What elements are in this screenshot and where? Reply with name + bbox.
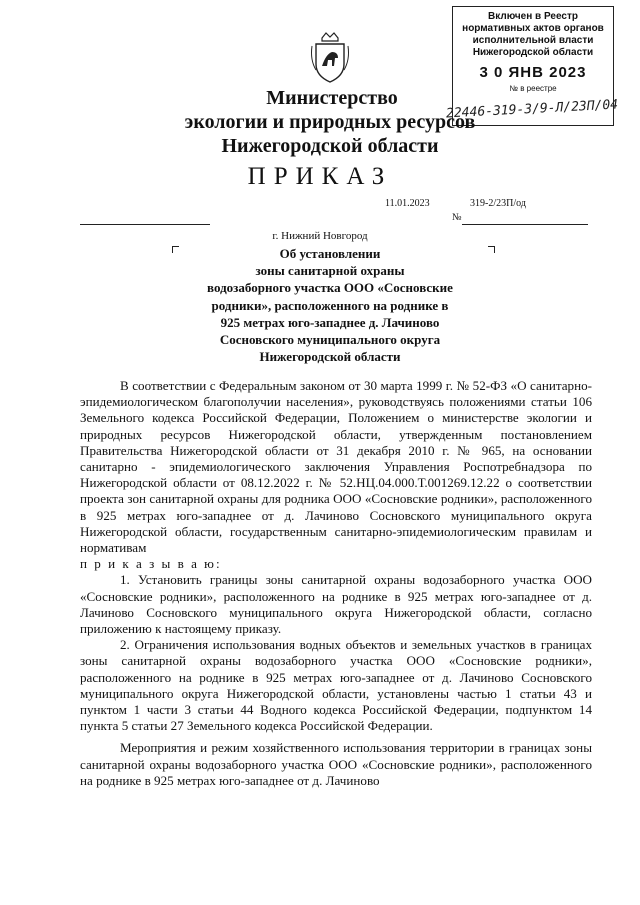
order-number: 319-2/23П/од — [470, 198, 526, 209]
title-line: родники», расположенного на роднике в — [211, 297, 449, 313]
city: г. Нижний Новгород — [272, 230, 368, 242]
stamp-date: 3 0 ЯНВ 2023 — [479, 64, 587, 81]
ministry-line: Министерство — [266, 87, 398, 109]
preamble-paragraph: В соответствии с Федеральным законом от 30 марта 1999 г. № 52-ФЗ «О санитарно-эпидемиологическом благополучии населения», руководствуясь положениями статьи 106 Земельного кодекса Российской Федерации, Положением о министерстве экологии и природных ресурсов Нижегородской области, утвержденным постановлением Правительства Нижегородской области от 31 декабря 2010 г. № 965, на основании санитарно - эпидемиологического заключения Управления Роспотребнадзора по Нижегородской области от 08.12.2022 г. № 52.НЦ.04.000.Т.001269.12.22 о соответствии проекта зон санитарной охраны для родника ООО «Сосновские родники», расположенного в 925 метрах юго-западнее от д. Лачиново Сосновского муниципального округа Нижегородской области, государственным санитарно-эпидемиологическим правилам и нормативам — [80, 378, 592, 556]
item-1-paragraph: 1. Установить границы зоны санитарной охраны водозаборного участка ООО «Сосновские родники», расположенного на роднике в 925 метрах юго-западнее от д. Лачиново Сосновского муниципального округа Нижегородской области, согласно приложению к настоящему приказу. — [80, 572, 592, 637]
ministry-line: экологии и природных ресурсов — [184, 111, 476, 133]
order-body — [80, 378, 592, 789]
title-line: Об установлении — [279, 246, 381, 261]
date-underline — [80, 224, 210, 225]
document-type: ПРИКАЗ — [247, 163, 393, 190]
stamp-line: Включен в Реестр — [488, 11, 578, 22]
stamp-line: исполнительной власти — [472, 35, 594, 46]
stamp-reg-label: № в реестре — [509, 84, 557, 93]
title-line: водозаборного участка ООО «Сосновские — [207, 280, 453, 296]
stamp-line: нормативных актов органов — [462, 23, 604, 34]
number-sign: № — [452, 212, 462, 223]
coat-of-arms-icon — [308, 30, 352, 86]
title-line: зоны санитарной охраны — [255, 263, 405, 279]
stamp-line: Нижегородской области — [472, 47, 594, 58]
ministry-name — [170, 86, 490, 158]
title-line: 925 метрах юго-западнее д. Лачиново — [220, 314, 440, 330]
item-2-paragraph: 2. Ограничения использования водных объектов и земельных участков в границах зоны санитарной охраны водозаборного участка ООО «Сосновские родники», расположенного на роднике в 925 метрах юго-западнее от д. Лачиново Сосновского муниципального округа Нижегородской области, установлены частью 1 статьи 43 и пунктом 1 части 3 статьи 44 Водного кодекса Российской Федерации, подпунктом 14 пункта 5 статьи 27 Земельного кодекса Российской Федерации. — [80, 637, 592, 734]
title-line: Сосновского муниципального округа — [219, 332, 441, 348]
order-title — [160, 245, 500, 365]
order-date: 11.01.2023 — [385, 198, 430, 209]
stamp-reg-number: 22446-319-3/9-Л/23П/04 — [445, 97, 619, 122]
number-underline — [462, 224, 588, 225]
order-word: п р и к а з ы в а ю: — [80, 556, 222, 572]
ministry-line: Нижегородской области — [221, 135, 439, 157]
title-line: Нижегородской области — [259, 349, 401, 365]
item-2-continuation-paragraph: Мероприятия и режим хозяйственного использования территории в границах зоны санитарной охраны водозаборного участка ООО «Сосновские родники», расположенного на роднике в 925 метрах юго-западнее от д. Лачиново — [80, 740, 592, 788]
